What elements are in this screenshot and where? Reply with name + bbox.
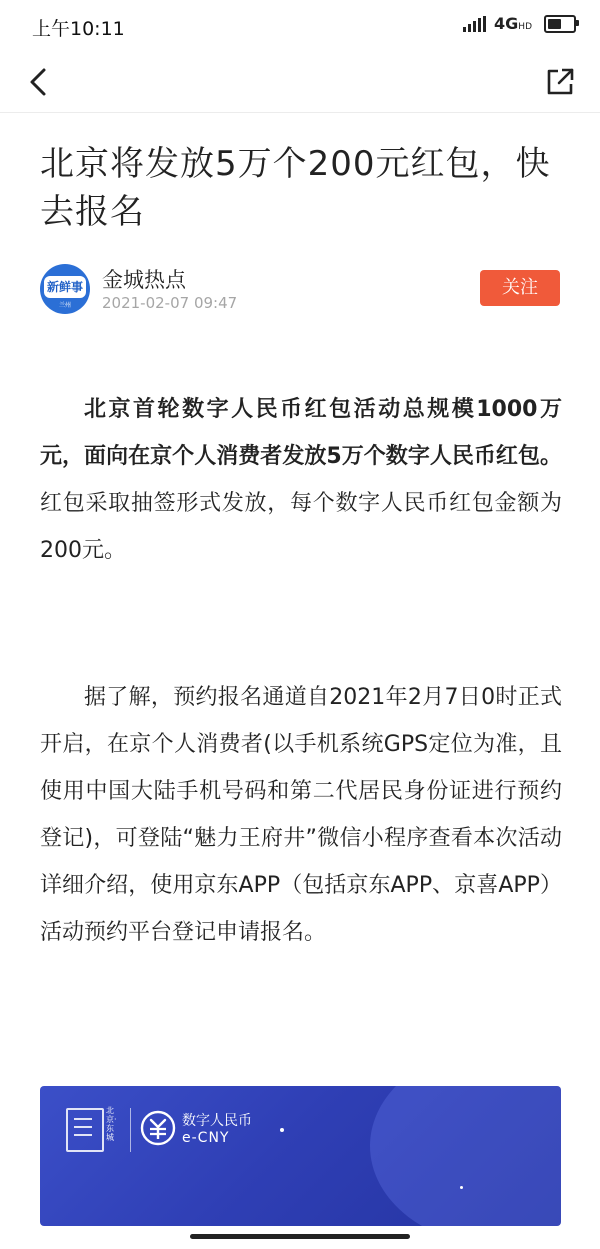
ecny-logo-icon <box>140 1110 176 1146</box>
ecny-cn-label: 数字人民币 <box>182 1113 252 1129</box>
back-button[interactable] <box>22 64 58 100</box>
share-external-icon <box>544 66 576 98</box>
banner-sparkle <box>460 1186 463 1189</box>
status-indicators <box>463 14 576 33</box>
article-title: 北京将发放5万个200元红包，快去报名 <box>40 144 551 232</box>
dongcheng-logo-icon <box>66 1108 104 1152</box>
publish-time: 2021-02-07 09:47 <box>102 294 238 312</box>
avatar-text: 新鲜事 <box>46 280 83 294</box>
article-paragraph <box>40 386 562 574</box>
battery-icon <box>544 15 576 33</box>
battery-level <box>548 19 561 29</box>
paragraph-text: 红包采取抽签形式发放，每个数字人民币红包金额为200元。 <box>40 491 562 563</box>
paragraph-text: 据了解，预约报名通道自2021年2月7日0时正式开启，在京个人消费者(以手机系统GPS定位为准，且使用中国大陆手机号码和第二代居民身份证进行预约登记)，可登陆“魅力王府井”微信小程序查看本次活动详细介绍，使用京东APP（包括京东APP、京喜APP）活动预约平台登记申请报名。 <box>40 685 562 945</box>
banner-district-text: 北京·东城 <box>106 1106 117 1142</box>
avatar[interactable] <box>40 264 90 314</box>
paragraph-bold-text: 北京首轮数字人民币红包活动总规模1000万元，面向在京个人消费者发放5万个数字人民币红包。 <box>40 397 562 469</box>
banner-divider <box>130 1108 131 1152</box>
network-type: 4GHD <box>494 14 532 33</box>
chevron-left-icon <box>22 64 58 100</box>
author-row <box>40 262 560 322</box>
ecny-en-label: e-CNY <box>182 1130 230 1146</box>
banner-sparkle <box>280 1128 284 1132</box>
status-time: 上午10:11 <box>32 18 125 40</box>
avatar-sub: 兰州 <box>58 302 71 309</box>
follow-button[interactable]: 关注 <box>480 270 560 306</box>
article-paragraph <box>40 674 562 956</box>
status-bar <box>0 0 600 52</box>
author-name[interactable]: 金城热点 <box>102 268 186 292</box>
home-indicator[interactable] <box>190 1234 410 1239</box>
nav-bar <box>0 52 600 113</box>
share-button[interactable] <box>544 66 576 98</box>
signal-icon <box>463 16 486 32</box>
article-banner-image[interactable] <box>40 1086 561 1226</box>
banner-glow <box>370 1086 561 1226</box>
